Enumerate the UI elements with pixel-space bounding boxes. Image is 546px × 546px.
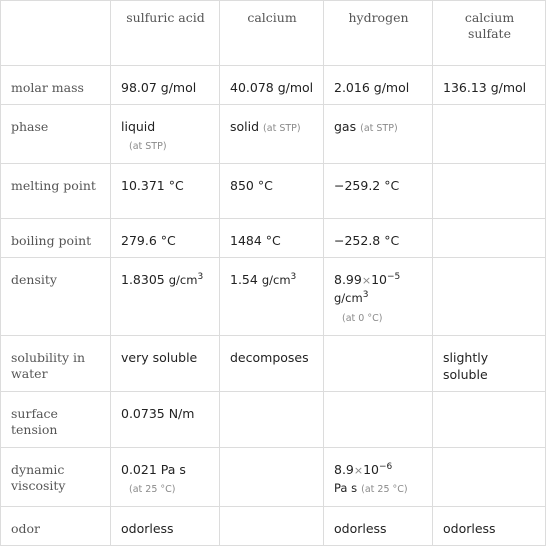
viscosity-condition-note: (at 25 °C) xyxy=(361,484,408,495)
phase-value: liquid xyxy=(121,119,156,134)
cell-boiling-point-sulfuric-acid: 279.6 °C xyxy=(111,219,220,258)
viscosity-value: 0.021 Pa s xyxy=(121,462,186,477)
cell-phase-calcium xyxy=(220,105,324,164)
row-dynamic-viscosity xyxy=(1,448,546,507)
phase-condition-note: (at STP) xyxy=(129,141,167,152)
row-label-molar-mass: molar mass xyxy=(1,66,111,105)
cell-molar-mass-hydrogen: 2.016 g/mol xyxy=(324,66,433,105)
row-label-solubility: solubility in water xyxy=(1,336,111,392)
density-value: 1.54 xyxy=(230,272,258,287)
unit-exponent: 3 xyxy=(362,290,369,301)
row-label-boiling-point: boiling point xyxy=(1,219,111,258)
cell-viscosity-sulfuric-acid xyxy=(111,448,220,507)
row-density xyxy=(1,258,546,336)
cell-boiling-point-calcium-sulfate xyxy=(433,219,546,258)
viscosity-condition-note: (at 25 °C) xyxy=(129,484,176,495)
cell-melting-point-sulfuric-acid: 10.371 °C xyxy=(111,164,220,219)
cell-solubility-calcium-sulfate: slightly soluble xyxy=(433,336,546,392)
density-value: 1.8305 xyxy=(121,272,165,287)
cell-boiling-point-hydrogen: −252.8 °C xyxy=(324,219,433,258)
phase-value: solid xyxy=(230,119,260,134)
row-solubility xyxy=(1,336,546,392)
cell-melting-point-calcium: 850 °C xyxy=(220,164,324,219)
cell-molar-mass-sulfuric-acid: 98.07 g/mol xyxy=(111,66,220,105)
cell-viscosity-calcium-sulfate xyxy=(433,448,546,507)
row-label-density: density xyxy=(1,258,111,336)
cell-molar-mass-calcium-sulfate: 136.13 g/mol xyxy=(433,66,546,105)
row-melting-point xyxy=(1,164,546,219)
row-boiling-point xyxy=(1,219,546,258)
viscosity-unit: Pa s xyxy=(334,481,358,495)
header-calcium-sulfate: calcium sulfate xyxy=(433,1,546,66)
density-mantissa: 8.99 xyxy=(334,272,362,287)
cell-melting-point-calcium-sulfate xyxy=(433,164,546,219)
row-label-surface-tension: surface tension xyxy=(1,392,111,448)
row-label-phase: phase xyxy=(1,105,111,164)
phase-value: gas xyxy=(334,119,357,134)
times-sign: × xyxy=(361,274,372,287)
cell-surface-tension-sulfuric-acid: 0.0735 N/m xyxy=(111,392,220,448)
row-label-odor: odor xyxy=(1,507,111,546)
header-hydrogen: hydrogen xyxy=(324,1,433,66)
density-unit: g/cm xyxy=(261,273,291,287)
viscosity-mantissa: 8.9 xyxy=(334,462,354,477)
cell-phase-sulfuric-acid xyxy=(111,105,220,164)
row-label-dynamic-viscosity: dynamic viscosity xyxy=(1,448,111,507)
viscosity-exponent: −6 xyxy=(379,462,393,473)
density-condition-note: (at 0 °C) xyxy=(342,313,383,324)
unit-exponent: 3 xyxy=(290,272,297,283)
phase-condition-note: (at STP) xyxy=(263,123,301,134)
viscosity-base: 10 xyxy=(363,462,380,477)
cell-surface-tension-calcium xyxy=(220,392,324,448)
unit-exponent: 3 xyxy=(197,272,204,283)
cell-density-hydrogen xyxy=(324,258,433,336)
cell-phase-hydrogen xyxy=(324,105,433,164)
row-phase xyxy=(1,105,546,164)
cell-density-calcium xyxy=(220,258,324,336)
cell-odor-calcium-sulfate: odorless xyxy=(433,507,546,546)
cell-density-calcium-sulfate xyxy=(433,258,546,336)
row-surface-tension xyxy=(1,392,546,448)
cell-odor-hydrogen: odorless xyxy=(324,507,433,546)
row-molar-mass xyxy=(1,66,546,105)
row-label-melting-point: melting point xyxy=(1,164,111,219)
density-unit: g/cm xyxy=(168,273,198,287)
density-base: 10 xyxy=(371,272,387,287)
cell-boiling-point-calcium: 1484 °C xyxy=(220,219,324,258)
row-odor xyxy=(1,507,546,546)
cell-surface-tension-hydrogen xyxy=(324,392,433,448)
cell-melting-point-hydrogen: −259.2 °C xyxy=(324,164,433,219)
cell-phase-calcium-sulfate xyxy=(433,105,546,164)
cell-solubility-calcium: decomposes xyxy=(220,336,324,392)
cell-surface-tension-calcium-sulfate xyxy=(433,392,546,448)
header-calcium: calcium xyxy=(220,1,324,66)
cell-odor-sulfuric-acid: odorless xyxy=(111,507,220,546)
cell-odor-calcium xyxy=(220,507,324,546)
times-sign: × xyxy=(353,464,364,477)
density-unit: g/cm xyxy=(334,291,363,305)
density-exponent: −5 xyxy=(386,272,401,283)
header-blank xyxy=(1,1,111,66)
cell-viscosity-calcium xyxy=(220,448,324,507)
phase-condition-note: (at STP) xyxy=(360,123,398,134)
cell-solubility-sulfuric-acid: very soluble xyxy=(111,336,220,392)
cell-solubility-hydrogen xyxy=(324,336,433,392)
cell-viscosity-hydrogen xyxy=(324,448,433,507)
header-sulfuric-acid: sulfuric acid xyxy=(111,1,220,66)
cell-molar-mass-calcium: 40.078 g/mol xyxy=(220,66,324,105)
cell-density-sulfuric-acid xyxy=(111,258,220,336)
header-row xyxy=(1,1,546,66)
